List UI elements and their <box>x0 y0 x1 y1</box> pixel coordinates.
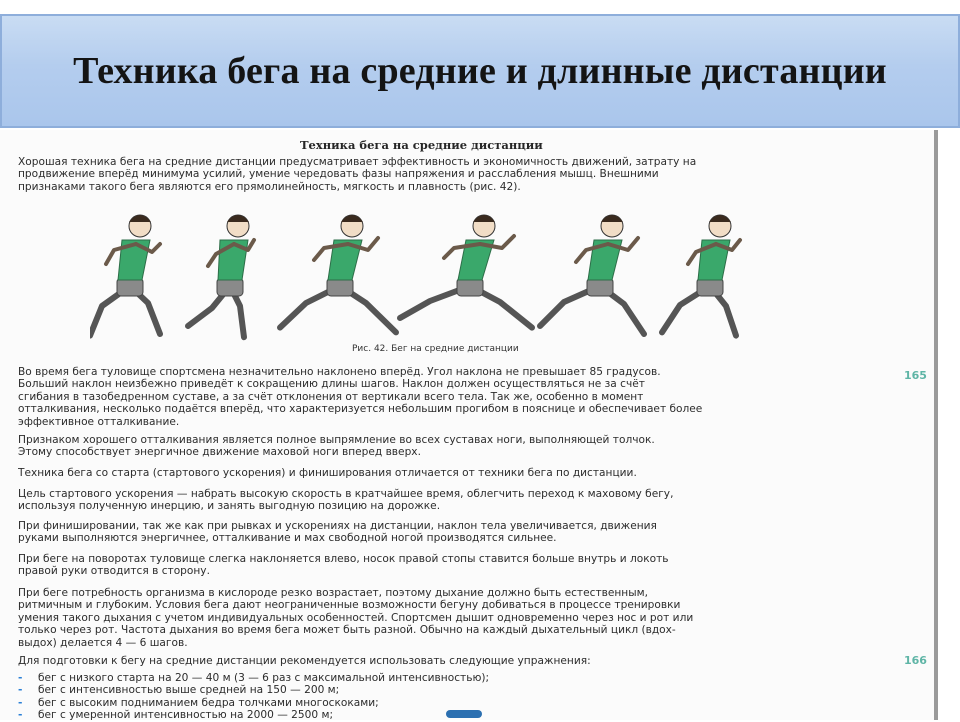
runner-figure <box>540 215 644 334</box>
paragraph-breathing <box>18 587 898 649</box>
runner-hair <box>227 215 249 222</box>
paragraph-acceleration <box>18 488 898 513</box>
runner-shorts <box>327 278 353 296</box>
runner-figure <box>400 215 532 328</box>
bullet-marker: - <box>18 709 23 722</box>
text-line: Техника бега со старта (стартового ускорения) и финиширования отличается от техники бега по дистанции. <box>18 467 637 479</box>
runner-hair <box>601 215 623 222</box>
bullet-marker: - <box>18 684 23 697</box>
runner-shorts <box>457 278 483 296</box>
text-line: умения такого дыхания с учетом индивидуальных особенностей. Спортсмен дышит одновременно через нос и рот или <box>18 611 694 624</box>
text-line: Этому способствует энергичное движение маховой ноги вперед вверх. <box>18 446 421 459</box>
text-line: Во время бега туловище спортсмена незначительно наклонено вперёд. Угол наклона не превышает 85 градусов. <box>18 366 661 378</box>
text-line: При беге на поворотах туловище слегка наклоняется влево, носок правой стопы ставится больше внутрь и локоть <box>18 553 669 565</box>
list-item <box>18 684 638 696</box>
text-line: сгибания в тазобедренном суставе, а за счёт отклонения от вертикали всего тела. Так же, особенно в момент <box>18 390 644 403</box>
runner-shorts <box>117 278 143 296</box>
text-line: выдох) делается 4 — 6 шагов. <box>18 636 188 649</box>
paragraph-finish <box>18 520 898 545</box>
runner-figure <box>90 215 160 336</box>
text-line: продвижение вперёд минимума усилий, умение чередовать фазы напряжения и расслабления мышц. Внешними <box>18 168 659 181</box>
exercise-list <box>18 672 638 722</box>
bullet-marker: - <box>18 696 23 709</box>
paragraph-push <box>18 434 898 459</box>
slide-control-tab <box>446 710 482 718</box>
runner-shorts <box>217 278 243 296</box>
list-item <box>18 697 638 709</box>
text-line: Хорошая техника бега на средние дистанции предусматривает эффективность и экономичность движений, затрату на <box>18 156 697 168</box>
bullet-marker: - <box>18 672 23 684</box>
paragraph-exercises <box>18 655 898 667</box>
scan-heading: Техника бега на средние дистанции <box>300 138 543 152</box>
text-line: Цель стартового ускорения — набрать высокую скорость в кратчайшее время, облегчить переход к маховому бегу, <box>18 488 674 500</box>
list-item-text: бег с интенсивностью выше средней на 150 — 200 м; <box>38 684 340 697</box>
text-line: Для подготовки к бегу на средние дистанции рекомендуется использовать следующие упражнения: <box>18 655 591 667</box>
runner-hair <box>473 215 495 222</box>
text-line: используя полученную инерцию, и занять выгодную позицию на дорожке. <box>18 500 441 513</box>
figure-caption: Рис. 42. Бег на средние дистанции <box>352 344 519 354</box>
scan-page-edge <box>934 130 938 720</box>
runner-figure <box>280 215 396 332</box>
slide-title: Техника бега на средние и длинные дистанции <box>73 50 887 92</box>
page-number: 165 <box>904 369 927 382</box>
list-item-text: бег с низкого старта на 20 — 40 м (3 — 6 раз с максимальной интенсивностью); <box>38 672 490 684</box>
page-number: 166 <box>904 654 927 667</box>
runner-shorts <box>697 278 723 296</box>
text-line: отталкивания, несколько подаётся вперёд, что характеризуется небольшим прогибом в пояснице и обеспечивает более <box>18 403 703 416</box>
text-line: Признаком хорошего отталкивания является полное выпрямление во всех суставах ноги, выполняющей толчок. <box>18 434 655 446</box>
running-figure <box>90 200 770 348</box>
text-line: правой руки отводится в сторону. <box>18 565 210 578</box>
paragraph-torso <box>18 366 898 428</box>
paragraph-start <box>18 467 898 479</box>
list-item <box>18 672 638 684</box>
intro-paragraph <box>18 156 898 193</box>
text-line: только через рот. Частота дыхания во время бега может быть разной. Обычно на каждый дыхательный цикл (вдох- <box>18 624 676 637</box>
text-line: эффективное отталкивание. <box>18 415 180 428</box>
text-line: Больший наклон неизбежно приведёт к сокращению длины шагов. Наклон должен осуществляться не за счёт <box>18 378 645 391</box>
text-line: При беге потребность организма в кислороде резко возрастает, поэтому дыхание должно быть естественным, <box>18 587 648 599</box>
runner-hair <box>341 215 363 222</box>
list-item-text: бег с умеренной интенсивностью на 2000 — 2500 м; <box>38 709 334 722</box>
title-banner <box>0 14 960 128</box>
runner-hair <box>129 215 151 222</box>
runner-shorts <box>587 278 613 296</box>
paragraph-turns <box>18 553 898 578</box>
list-item-text: бег с высоким подниманием бедра толчками многоскоками; <box>38 696 379 709</box>
runner-figure <box>188 215 254 337</box>
text-line: руками выполняются энергичнее, отталкивание и мах свободной ногой производятся сильнее. <box>18 532 557 545</box>
text-line: При финишировании, так же как при рывках и ускорениях на дистанции, наклон тела увеличивается, движения <box>18 520 657 532</box>
runner-figure <box>662 215 740 336</box>
text-line: ритмичным и глубоким. Условия бега дают неограниченные возможности бегуну добиваться в процессе тренировки <box>18 599 681 612</box>
text-line: признаками такого бега являются его прямолинейность, мягкость и плавность (рис. 42). <box>18 180 521 193</box>
runner-hair <box>709 215 731 222</box>
